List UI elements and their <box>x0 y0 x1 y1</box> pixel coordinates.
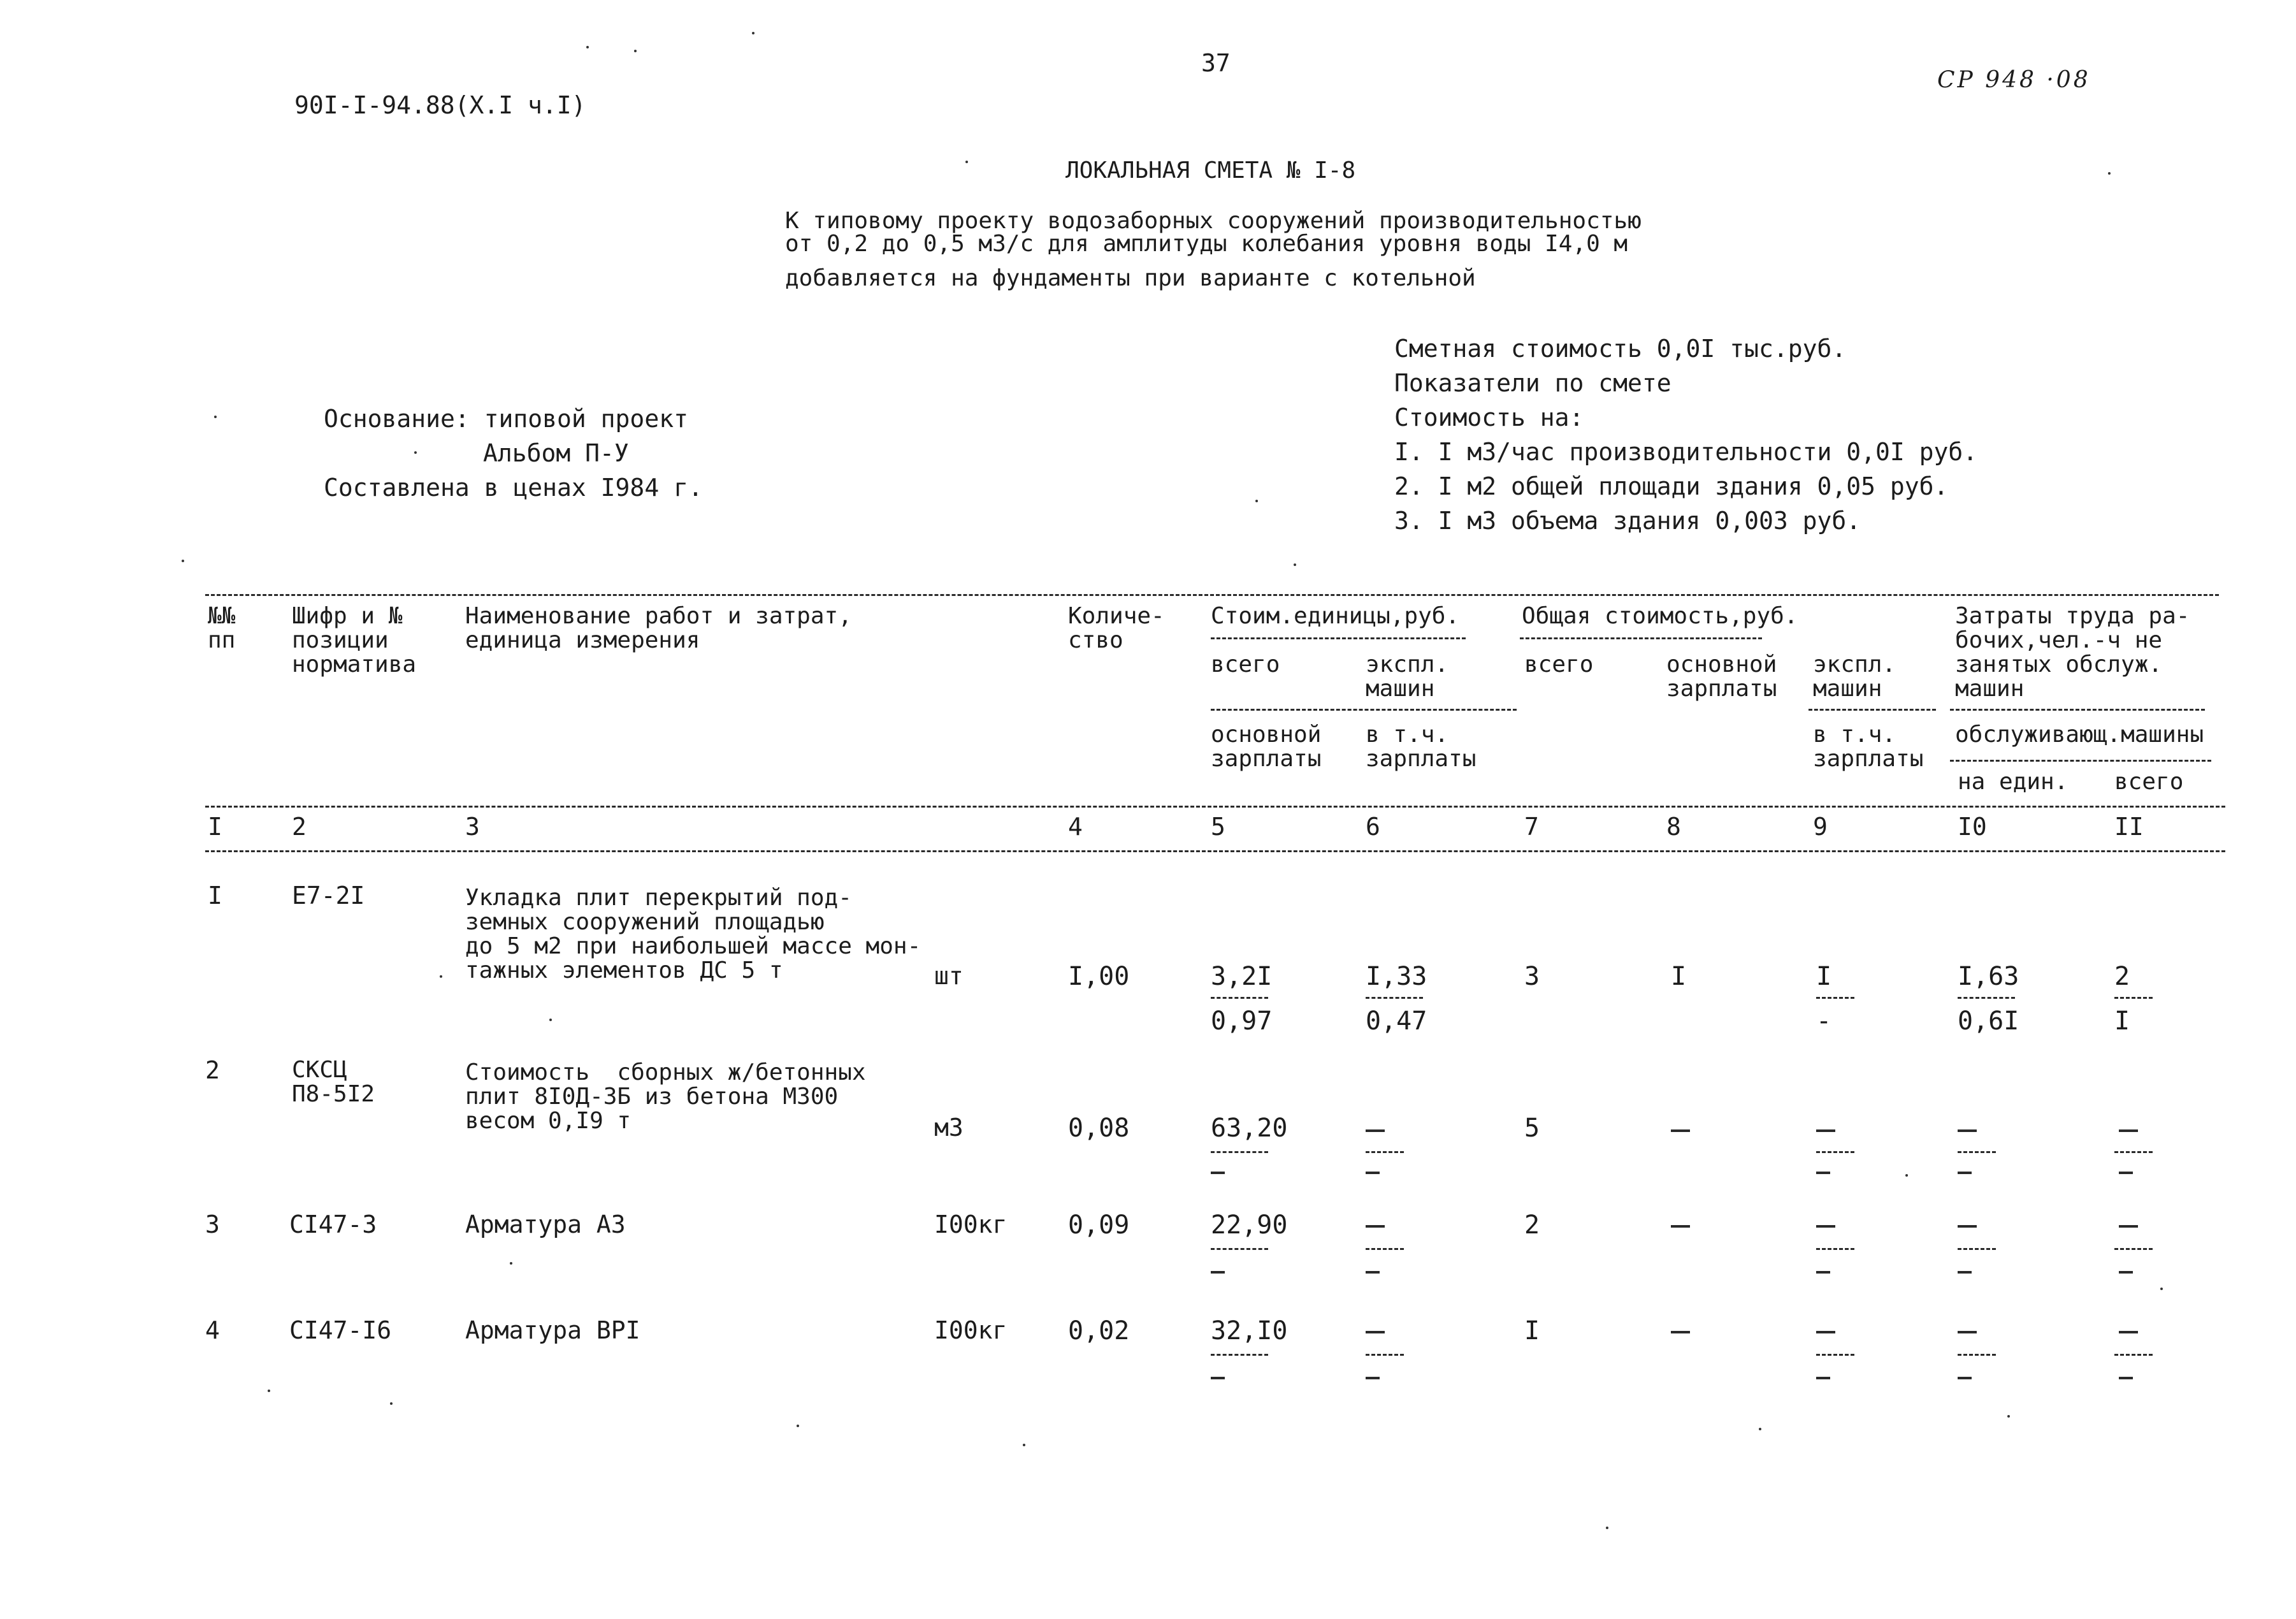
header-unit-machines: экспл. машин <box>1366 651 1449 702</box>
norm-code: СКСЦ П8-5I2 <box>292 1057 375 1107</box>
work-name: Арматура ВРI <box>465 1316 640 1344</box>
total-sub-rule <box>1809 709 1936 711</box>
scan-speck <box>390 1402 393 1405</box>
work-name: Арматура А3 <box>465 1210 626 1238</box>
value-divider <box>1211 1248 1268 1250</box>
unit-cost-rule <box>1211 637 1466 639</box>
scan-speck <box>1023 1444 1025 1446</box>
labor-service-per-unit <box>1958 1172 1972 1174</box>
table-top-rule <box>205 594 2219 596</box>
header-work-name: Наименование работ и затрат, единица измерения <box>465 603 852 653</box>
total-base-salary <box>1671 1225 1690 1228</box>
work-name: Укладка плит перекрытий под- земных сооружений площадью до 5 м2 при наибольшей массе мон- тажных элементов ДС 5 т <box>465 885 921 984</box>
value-divider <box>1816 1151 1854 1153</box>
column-number: I <box>208 813 222 841</box>
value-divider <box>2114 1248 2153 1250</box>
header-labor-total: всего <box>2114 769 2184 795</box>
column-number: 5 <box>1211 813 1225 841</box>
value-divider <box>1958 997 2015 999</box>
header-unit-cost: Стоим.единицы,руб. <box>1211 603 1460 629</box>
norm-code: СI47-I6 <box>289 1316 392 1344</box>
row-number: 4 <box>205 1316 220 1344</box>
header-quantity: Количе- ство <box>1068 603 1165 653</box>
column-number: 2 <box>292 813 307 841</box>
unit-machine-salary <box>1366 1172 1380 1174</box>
total-cost-rule <box>1520 637 1762 639</box>
value-divider <box>1211 1151 1268 1153</box>
total-base-salary: I <box>1671 962 1687 991</box>
basis-line-1: Основание: типовой проект <box>324 405 688 433</box>
value-divider <box>2114 997 2153 999</box>
header-labor-service: обслуживающ.машины <box>1955 722 2204 748</box>
estimate-title: ЛОКАЛЬНАЯ СМЕТА № I-8 <box>1065 157 1356 184</box>
scan-speck <box>1294 563 1296 566</box>
labor-service-per-unit: 0,6I <box>1958 1006 2019 1036</box>
unit-total: 3,2I <box>1211 962 1273 991</box>
header-total-machines: экспл. машин <box>1813 651 1896 702</box>
labor-per-unit <box>1958 1129 1977 1132</box>
scan-speck <box>268 1390 270 1392</box>
title-line-3: добавляется на фундаменты при варианте с котельной <box>785 265 1476 291</box>
scan-speck <box>2007 1415 2010 1418</box>
scan-speck <box>586 46 589 48</box>
labor-service-per-unit <box>1958 1377 1972 1379</box>
quantity: 0,02 <box>1068 1316 1130 1346</box>
labor-sub-rule <box>1950 709 2205 711</box>
unit-sub-rule <box>1211 709 1517 711</box>
header-total-base-salary: основной зарплаты <box>1666 651 1777 702</box>
value-divider <box>1816 997 1854 999</box>
unit-total: 22,90 <box>1211 1210 1288 1240</box>
unit-machine-salary <box>1366 1377 1380 1379</box>
value-divider <box>1816 1354 1854 1356</box>
unit-machines <box>1366 1129 1385 1132</box>
header-unit-incl-salary: в т.ч. зарплаты <box>1366 722 1477 772</box>
value-divider <box>2114 1151 2153 1153</box>
header-unit-total: всего <box>1211 651 1280 678</box>
cost-on-heading: Стоимость на: <box>1394 403 1584 432</box>
scan-speck <box>1905 1174 1908 1177</box>
header-row-number: №№ пп <box>208 603 236 653</box>
labor-service-per-unit <box>1958 1271 1972 1274</box>
column-number: 9 <box>1813 813 1828 841</box>
header-total-all: всего <box>1524 651 1594 678</box>
column-number: II <box>2114 813 2144 841</box>
column-number: I0 <box>1958 813 1987 841</box>
total-base-salary <box>1671 1129 1690 1132</box>
total-machine-salary <box>1816 1172 1830 1174</box>
value-divider <box>1366 1248 1404 1250</box>
quantity: 0,09 <box>1068 1210 1130 1240</box>
norm-code: СI47-3 <box>289 1210 377 1238</box>
header-total-incl-salary: в т.ч. зарплаты <box>1813 722 1924 772</box>
basis-line-3: Составлена в ценах I984 г. <box>324 474 703 502</box>
unit-base-salary <box>1211 1377 1225 1379</box>
value-divider <box>1366 1151 1404 1153</box>
indicator-2: 2. I м2 общей площади здания 0,05 руб. <box>1394 472 1949 500</box>
total-machine-salary: - <box>1816 1006 1832 1036</box>
scan-speck <box>634 50 637 52</box>
indicator-1: I. I м3/час производительности 0,0I руб. <box>1394 438 1978 466</box>
column-number: 7 <box>1524 813 1539 841</box>
indicators-heading: Показатели по смете <box>1394 369 1671 397</box>
labor-service-total <box>2119 1271 2133 1274</box>
basis-line-2: Альбом П-У <box>483 439 629 467</box>
page-number: 37 <box>1201 49 1231 77</box>
indicator-3: 3. I м3 объема здания 0,003 руб. <box>1394 507 1861 535</box>
column-numbers-rule <box>205 850 2225 852</box>
labor-service-total <box>2119 1377 2133 1379</box>
scan-speck <box>2108 172 2111 175</box>
value-divider <box>1958 1354 1996 1356</box>
value-divider <box>1211 997 1268 999</box>
total-machines <box>1816 1129 1835 1132</box>
scan-speck <box>797 1425 799 1427</box>
norm-code: Е7-2I <box>292 882 365 910</box>
value-divider <box>2114 1354 2153 1356</box>
row-number: I <box>208 882 222 910</box>
scan-speck <box>1759 1428 1761 1430</box>
work-name: Стоимость сборных ж/бетонных плит 8I0Д-3Б из бетона М300 весом 0,I9 т <box>465 1059 866 1134</box>
scan-speck <box>182 560 184 562</box>
value-divider <box>1366 997 1423 999</box>
value-divider <box>1211 1354 1268 1356</box>
header-norm-code: Шифр и № позиции норматива <box>292 603 417 678</box>
header-unit-base-salary: основной зарплаты <box>1211 722 1322 772</box>
total-machines <box>1816 1225 1835 1228</box>
total-all: I <box>1524 1316 1540 1346</box>
labor-per-unit: I,63 <box>1958 962 2019 991</box>
total-all: 3 <box>1524 962 1540 991</box>
labor-service-total: I <box>2114 1006 2130 1036</box>
scan-speck <box>2160 1288 2163 1290</box>
total-base-salary <box>1671 1331 1690 1333</box>
column-number: 3 <box>465 813 480 841</box>
labor-total <box>2119 1225 2138 1228</box>
labor-per-unit <box>1958 1225 1977 1228</box>
row-number: 3 <box>205 1210 220 1238</box>
total-machines <box>1816 1331 1835 1333</box>
column-number: 6 <box>1366 813 1380 841</box>
scan-speck <box>510 1262 512 1265</box>
header-labor: Затраты труда ра- бочих,чел.-ч не занятых обслуж. машин <box>1955 603 2190 702</box>
labor-total: 2 <box>2114 962 2130 991</box>
unit-total: 63,20 <box>1211 1114 1288 1143</box>
value-divider <box>1958 1248 1996 1250</box>
column-number: 4 <box>1068 813 1083 841</box>
total-all: 2 <box>1524 1210 1540 1240</box>
unit-total: 32,I0 <box>1211 1316 1288 1346</box>
value-divider <box>1816 1248 1854 1250</box>
column-number: 8 <box>1666 813 1681 841</box>
labor-per-unit <box>1958 1331 1977 1333</box>
unit-base-salary: 0,97 <box>1211 1006 1273 1036</box>
scan-speck <box>965 161 968 163</box>
title-line-1: К типовому проекту водозаборных сооружений производительностью <box>785 208 1642 234</box>
unit-machines <box>1366 1225 1385 1228</box>
unit-machines <box>1366 1331 1385 1333</box>
unit: I00кг <box>934 1210 1007 1238</box>
labor-total <box>2119 1129 2138 1132</box>
labor-total <box>2119 1331 2138 1333</box>
unit-machine-salary <box>1366 1271 1380 1274</box>
total-machines: I <box>1816 962 1832 991</box>
unit-base-salary <box>1211 1271 1225 1274</box>
header-bottom-rule <box>205 806 2225 808</box>
scan-speck <box>214 416 217 418</box>
archive-mark: СР 948 ·08 <box>1937 67 2091 93</box>
total-machine-salary <box>1816 1271 1830 1274</box>
labor-service-rule <box>1950 760 2211 762</box>
scan-speck <box>1606 1527 1608 1529</box>
scan-speck <box>752 32 755 34</box>
quantity: I,00 <box>1068 962 1130 991</box>
unit: I00кг <box>934 1316 1007 1344</box>
scan-speck <box>549 1019 552 1021</box>
document-code: 90I-I-94.88(X.I ч.I) <box>294 91 586 119</box>
estimated-cost: Сметная стоимость 0,0I тыс.руб. <box>1394 335 1847 363</box>
unit-base-salary <box>1211 1172 1225 1174</box>
scan-speck <box>414 451 417 454</box>
unit: м3 <box>934 1114 964 1142</box>
title-line-2: от 0,2 до 0,5 м3/с для амплитуды колебания уровня воды I4,0 м <box>785 231 1628 257</box>
header-labor-per-unit: на един. <box>1958 769 2069 795</box>
scan-speck <box>1255 500 1258 502</box>
total-all: 5 <box>1524 1114 1540 1143</box>
unit-machines: I,33 <box>1366 962 1427 991</box>
total-machine-salary <box>1816 1377 1830 1379</box>
scan-speck <box>440 975 442 978</box>
value-divider <box>1958 1151 1996 1153</box>
quantity: 0,08 <box>1068 1114 1130 1143</box>
header-total-cost: Общая стоимость,руб. <box>1522 603 1798 629</box>
unit: шт <box>934 962 964 990</box>
value-divider <box>1366 1354 1404 1356</box>
unit-machine-salary: 0,47 <box>1366 1006 1427 1036</box>
row-number: 2 <box>205 1056 220 1084</box>
labor-service-total <box>2119 1172 2133 1174</box>
